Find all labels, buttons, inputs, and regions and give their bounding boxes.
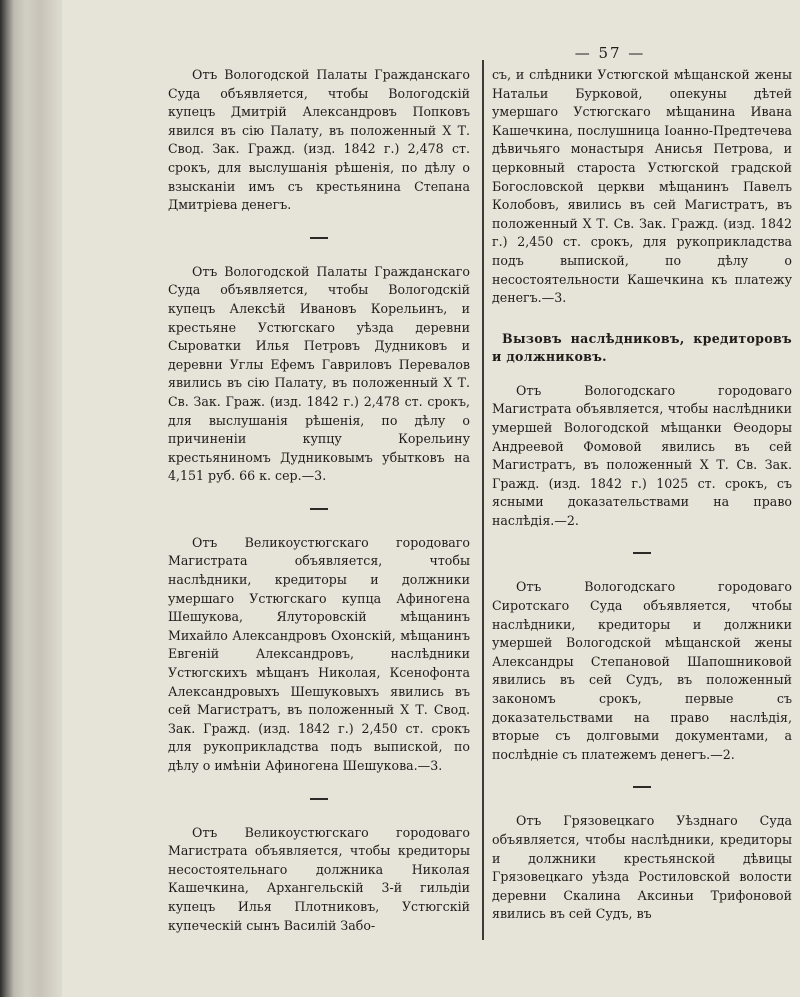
separator-dash (310, 237, 328, 239)
separator-dash (633, 552, 651, 554)
separator-dash (310, 798, 328, 800)
notice-paragraph: Отъ Великоустюгскаго городоваго Магистрата объявляется, чтобы наслѣдники, кредиторы и должники умершаго Устюгскаго купца Афиногена Шешукова, Ялуторовскій мѣщанинъ Михайло Александровъ Охонскій, мѣщанинъ Евгеній Александровъ, наслѣдники Устюгскихъ мѣщанъ Николая, Ксенофонта Александровыхъ Шешуковыхъ явились въ сей Магистратъ, въ положенный X Т. Свод. Зак. Гражд. (изд. 1842 г.) 2,450 ст. срокъ для рукоприкладства подъ выпиской, по дѣлу о имѣніи Афиногена Шешукова.—3. (168, 534, 470, 773)
notice-paragraph: Отъ Вологодскаго городоваго Сиротскаго Суда объявляется, чтобы наслѣдники, кредиторы и должники умершей Вологодской мѣщанской жены Александры Степановой Шапошниковой явились въ сей Судъ, въ положенный закономъ срокъ, первые съ доказательствами на право наслѣдія, вторые съ долговыми документами, а послѣдніе съ платежемъ денегъ.—2. (492, 579, 792, 762)
right-column (492, 66, 792, 924)
left-column (168, 66, 470, 935)
notice-paragraph: Отъ Вологодскаго городоваго Магистрата объявляется, чтобы наслѣдники умершей Вологодской мѣщанки Ѳеодоры Андреевой Фомовой явились въ сей Магистратъ, въ положенный X Т. Св. Зак. Гражд. (изд. 1842 г.) 1025 ст. срокъ, съ ясными доказательствами на право наслѣдія.—2. (492, 382, 792, 528)
separator-dash (310, 508, 328, 510)
column-divider (482, 60, 484, 940)
page-number: — 57 — (574, 44, 646, 62)
section-heading: Вызовъ наслѣдниковъ, кредиторовъ и должниковъ. (492, 330, 792, 364)
notice-paragraph: Отъ Вологодской Палаты Гражданскаго Суда объявляется, чтобы Вологодскій купецъ Алексѣй Ивановъ Корельинъ, и крестьяне Устюгскаго уѣзда деревни Сыроватки Илья Петровъ Дудниковъ и деревни Углы Ефемъ Гавриловъ Перевалов явились въ сію Палату, въ положенный X Т. Св. Зак. Граж. (изд. 1842 г.) 2,478 ст. срокъ, для выслушанія рѣшенія, по дѣлу о причиненіи купцу Корельину крестьяниномъ Дудниковымъ убытковъ на 4,151 руб. 66 к. сер.—3. (168, 263, 470, 484)
separator-dash (633, 786, 651, 788)
notice-paragraph: Отъ Вологодской Палаты Гражданскаго Суда объявляется, чтобы Вологодскій купецъ Дмитрій Александровъ Попковъ явился въ сію Палату, въ положенный X Т. Свод. Зак. Гражд. (изд. 1842 г.) 2,478 ст. срокъ, для выслушанія рѣшенія, по дѣлу о взысканіи имъ съ крестьянина Степана Дмитріева денегъ. (168, 67, 470, 213)
page-binding-edge (0, 0, 62, 997)
notice-paragraph: Отъ Великоустюгскаго городоваго Магистрата объявляется, чтобы кредиторы несостоятельнаго должника Николая Кашечкина, Архангельскій 3-й гильдіи купецъ Илья Плотниковъ, Устюгскій купеческій сынъ Василій Забо- (168, 824, 470, 933)
notice-paragraph-continued: съ, и слѣдники Устюгской мѣщанской жены Натальи Бурковой, опекуны дѣтей умершаго Устюгскаго мѣщанина Ивана Кашечкина, послушница Іоанно-Предтечева дѣвичьяго монастыря Анисья Петрова, и церковный староста Устюгской градской Богословской церкви мѣщанинъ Павелъ Колобовъ, явились въ сей Магистратъ, въ положенный X Т. Св. Зак. Гражд. (изд. 1842 г.) 2,450 ст. срокъ, для рукоприкладства подъ выпиской, по дѣлу о несостоятельности Кашечкина къ платежу денегъ.—3. (492, 67, 792, 306)
notice-paragraph: Отъ Грязовецкаго Уѣзднаго Суда объявляется, чтобы наслѣдники, кредиторы и должники крестьянской дѣвицы Грязовецкаго уѣзда Ростиловской волости деревни Скалина Аксиньи Трифоновой явились въ сей Судъ, въ (492, 813, 792, 922)
